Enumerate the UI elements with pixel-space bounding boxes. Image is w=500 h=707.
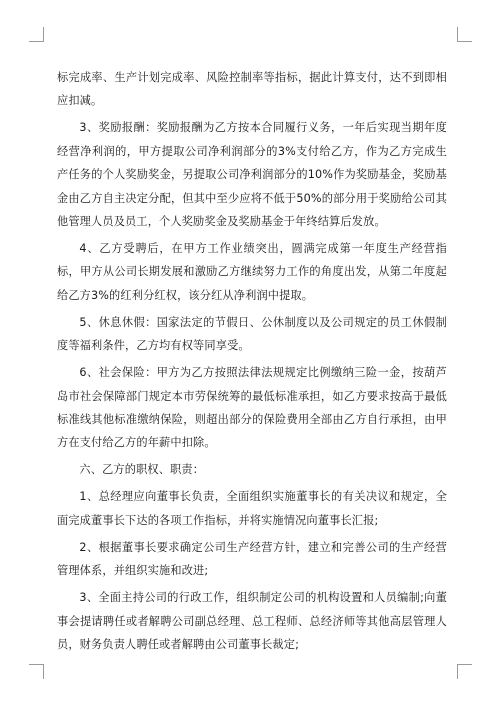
paragraph-duty-2: 2、根据董事长要求确定公司生产经营方针，建立和完善公司的生产经营管理体系，并组织实施和改进; [57, 540, 447, 578]
paragraph-leave: 5、休息休假：国家法定的节假日、公休制度以及公司规定的员工休假制度等福利条件，乙方均有权等同享受。 [57, 315, 447, 353]
paragraph-dividend: 4、乙方受聘后，在甲方工作业绩突出，圆满完成第一年度生产经营指标，甲方从公司长期发展和激励乙方继续努力工作的角度出发，从第二年度起给乙方3%的红利分红权，该分红从净利润中提取。 [57, 242, 447, 302]
paragraph-duty-1: 1、总经理应向董事长负责，全面组织实施董事长的有关决议和规定，全面完成董事长下达的各项工作指标，并将实施情况向董事长汇报; [57, 490, 447, 527]
paragraph-continuation: 标完成率、生产计划完成率、风险控制率等指标，据此计算支付，达不到即相应扣减。 [57, 71, 447, 108]
section-heading-duties: 六、乙方的职权、职责： [79, 463, 205, 477]
paragraph-duty-3: 3、全面主持公司的行政工作，组织制定公司的机构设置和人员编制;向董事会提请聘任或者解聘公司副总经理、总工程师、总经济师等其他高层管理人员，财务负责人聘任或者解聘由公司董事长裁定; [57, 591, 447, 652]
crop-mark-top-right [457, 27, 472, 42]
crop-mark-top-left [29, 27, 44, 42]
crop-mark-bottom-right [457, 664, 472, 679]
paragraph-social-insurance: 6、社会保险：甲方为乙方按照法律法规规定比例缴纳三险一金，按葫芦岛市社会保障部门规定本市劳保统筹的最低标准承担，如乙方要求按高于最低标准线其他标准缴纳保险，则超出部分的保险费用全部由乙方自行承担，由甲方在支付给乙方的年薪中扣除。 [57, 366, 447, 450]
paragraph-reward: 3、奖励报酬：奖励报酬为乙方按本合同履行义务，一年后实现当期年度经营净利润的，甲方提取公司净利润部分的3%支付给乙方，作为乙方完成生产任务的个人奖励奖金，另提取公司净利润部分的10%作为奖励基金，奖励基金由乙方自主决定分配，但其中至少应将不低于50%的部分用于奖励给公司其他管理人员及员工，个人奖励奖金及奖励基金于年终结算后发放。 [57, 121, 447, 229]
crop-mark-bottom-left [29, 664, 44, 679]
document-body [57, 66, 447, 660]
